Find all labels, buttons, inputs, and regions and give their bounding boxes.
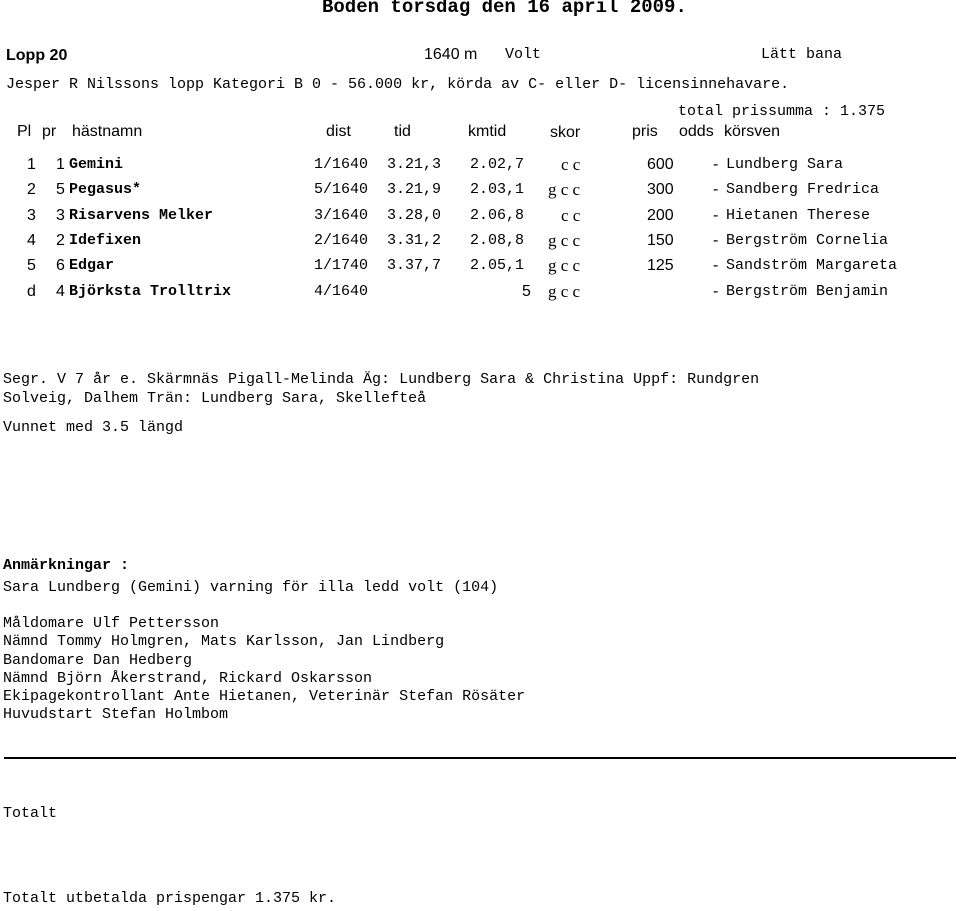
cell-skor: g c c (548, 282, 581, 301)
cell-pl: 4 (27, 232, 36, 249)
official-line: Nämnd Björn Åkerstrand, Rickard Oskarsson (3, 670, 373, 687)
col-skor: skor (550, 124, 581, 141)
track-condition: Lätt bana (761, 46, 843, 63)
cell-pr: 5 (56, 181, 65, 198)
cell-pl: 3 (27, 207, 36, 224)
cell-driver: Hietanen Therese (726, 207, 871, 224)
col-tid: tid (394, 123, 411, 140)
cell-skor: g c c (548, 256, 581, 275)
col-dist: dist (326, 123, 351, 140)
totals-heading: Totalt (3, 805, 58, 822)
race-number: Lopp 20 (6, 47, 68, 64)
cell-skor: c c (561, 206, 581, 225)
official-line: Huvudstart Stefan Holmbom (3, 706, 229, 723)
cell-pr: 1 (56, 156, 65, 173)
cell-odds: - (713, 207, 719, 224)
section-divider (4, 757, 956, 759)
cell-kmtid: 2.02,7 (470, 156, 525, 173)
cell-horse-name: Gemini (69, 156, 124, 173)
official-line: Nämnd Tommy Holmgren, Mats Karlsson, Jan Lindberg (3, 633, 445, 650)
remarks-heading: Anmärkningar : (3, 557, 130, 574)
cell-pris: 150 (647, 232, 674, 249)
cell-dist: 1/1640 (314, 156, 369, 173)
cell-tid: 3.28,0 (387, 207, 442, 224)
official-line: Måldomare Ulf Pettersson (3, 615, 220, 632)
col-name: hästnamn (72, 123, 143, 140)
race-description: Jesper R Nilssons lopp Kategori B 0 - 56.000 kr, körda av C- eller D- licensinnehavare. (6, 76, 790, 93)
cell-pl: 5 (27, 257, 36, 274)
cell-dist: 3/1640 (314, 207, 369, 224)
total-paid: Totalt utbetalda prispengar 1.375 kr. (3, 890, 337, 907)
cell-driver: Bergström Cornelia (726, 232, 889, 249)
cell-pl: 1 (27, 156, 36, 173)
cell-dist: 5/1640 (314, 181, 369, 198)
cell-pr: 3 (56, 207, 65, 224)
cell-odds: - (713, 156, 719, 173)
col-kmtid: kmtid (468, 123, 507, 140)
cell-pl: 2 (27, 181, 36, 198)
cell-horse-name: Björksta Trolltrix (69, 283, 232, 300)
cell-tid: 3.37,7 (387, 257, 442, 274)
cell-pr: 6 (56, 257, 65, 274)
cell-dist: 2/1640 (314, 232, 369, 249)
cell-dist: 1/1740 (314, 257, 369, 274)
cell-horse-name: Risarvens Melker (69, 207, 214, 224)
cell-driver: Sandberg Fredrica (726, 181, 880, 198)
cell-pris: 125 (647, 257, 674, 274)
col-pr: pr (42, 123, 57, 140)
cell-pris: 200 (647, 207, 674, 224)
cell-pris: 300 (647, 181, 674, 198)
cell-tid: 3.31,2 (387, 232, 442, 249)
official-line: Ekipagekontrollant Ante Hietanen, Veterinär Stefan Rösäter (3, 688, 526, 705)
cell-pris: 600 (647, 156, 674, 173)
cell-kmtid: 2.08,8 (470, 232, 525, 249)
cell-kmtid: 2.06,8 (470, 207, 525, 224)
cell-tid: 3.21,3 (387, 156, 442, 173)
cell-horse-name: Idefixen (69, 232, 142, 249)
cell-kmtid: 2.03,1 (470, 181, 525, 198)
cell-horse-name: Pegasus* (69, 181, 142, 198)
winner-pedigree-line2: Solveig, Dalhem Trän: Lundberg Sara, Skellefteå (3, 390, 427, 407)
cell-tid: 3.21,9 (387, 181, 442, 198)
page-title: Boden torsdag den 16 april 2009. (322, 0, 687, 18)
remarks-text: Sara Lundberg (Gemini) varning för illa ledd volt (104) (3, 579, 499, 596)
col-odds: odds (679, 123, 714, 140)
official-line: Bandomare Dan Hedberg (3, 652, 193, 669)
cell-horse-name: Edgar (69, 257, 115, 274)
cell-driver: Lundberg Sara (726, 156, 844, 173)
col-driver: körsven (724, 123, 781, 140)
race-distance: 1640 m (424, 46, 478, 63)
cell-dist: 4/1640 (314, 283, 369, 300)
cell-odds: - (713, 283, 719, 300)
cell-kmtid: 2.05,1 (470, 257, 525, 274)
cell-skor: c c (561, 155, 581, 174)
cell-skor: g c c (548, 231, 581, 250)
start-type: Volt (505, 46, 542, 63)
cell-pr: 2 (56, 232, 65, 249)
cell-skor: g c c (548, 180, 581, 199)
cell-kmtid: 5 (522, 283, 531, 300)
col-pris: pris (632, 123, 658, 140)
cell-odds: - (713, 232, 719, 249)
cell-pr: 4 (56, 283, 65, 300)
cell-driver: Sandström Margareta (726, 257, 898, 274)
cell-driver: Bergström Benjamin (726, 283, 889, 300)
cell-pl: d (27, 283, 36, 300)
col-pl: Pl (17, 123, 32, 140)
prize-total: total prissumma : 1.375 (678, 103, 886, 120)
winner-pedigree-line1: Segr. V 7 år e. Skärmnäs Pigall-Melinda Äg: Lundberg Sara & Christina Uppf: Rundgren (3, 371, 760, 388)
winning-margin: Vunnet med 3.5 längd (3, 419, 184, 436)
cell-odds: - (713, 257, 719, 274)
cell-odds: - (713, 181, 719, 198)
